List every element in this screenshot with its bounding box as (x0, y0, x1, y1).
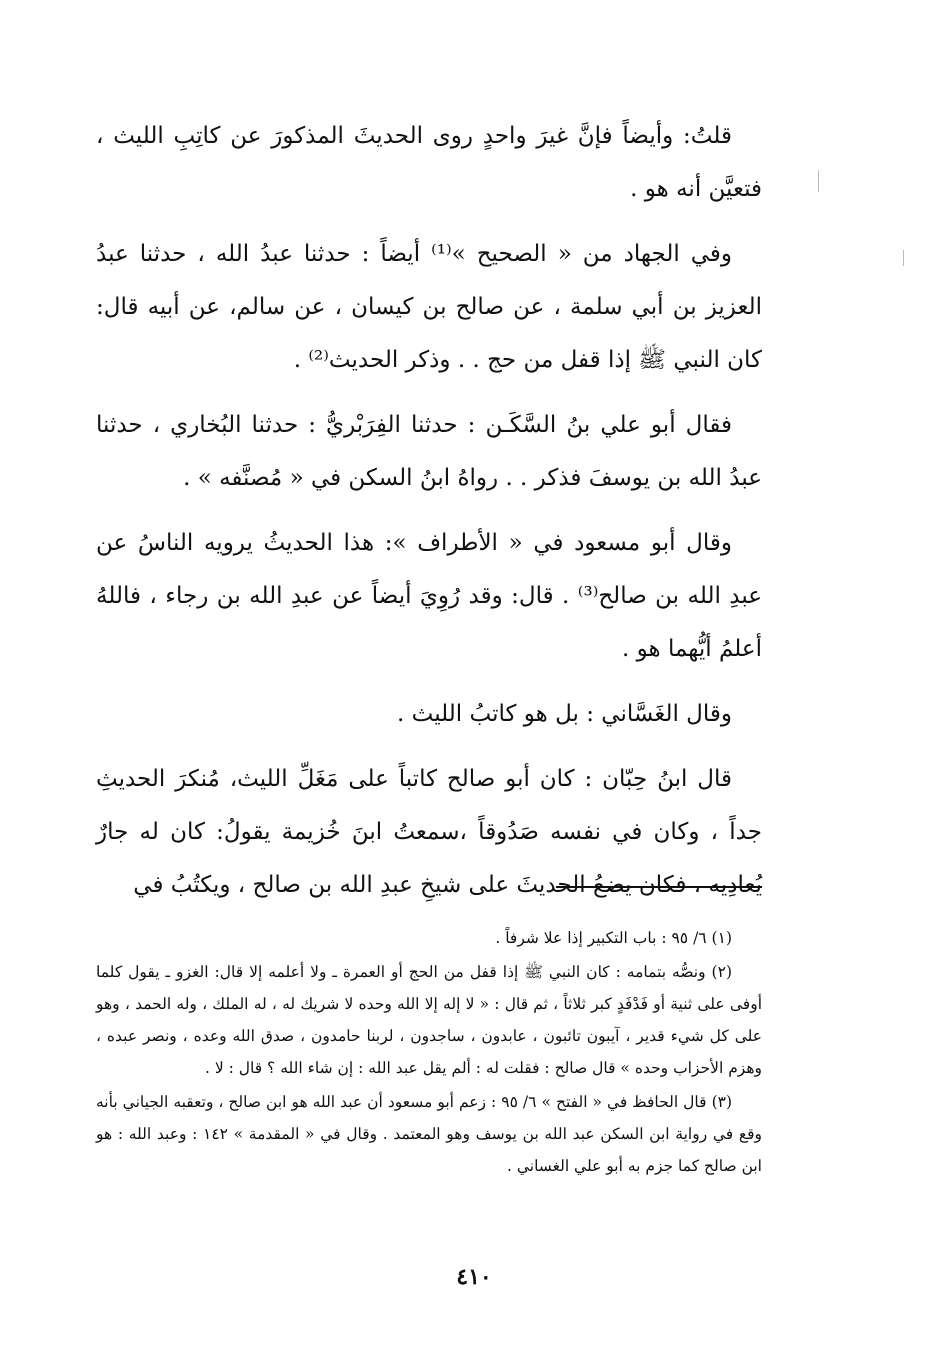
paragraph: فقال أبو علي بنُ السَّكَـن : حدثنا الفِرَبْريُّ : حدثنا البُخاري ، حدثنا عبدُ الله بن يوسفَ فذكر . . رواهُ ابنُ السكن في « مُصنَّفه » . (96, 412, 762, 491)
paragraph: قلتُ: وأيضاً فإنَّ غيرَ واحدٍ روى الحديثَ المذكورَ عن كاتِبِ الليث ، فتعيَّن أنه هو . (96, 123, 762, 202)
page-number: ٤١٠ (456, 1264, 492, 1290)
footnote-separator (556, 886, 762, 888)
footnote: (٢) ونصُّه بتمامه : كان النبي ﷺ إذا قفل من الحج أو العمرة ـ ولا أعلمه إلا قال: الغزو ـ يقول كلما أوفى على ثنية أو فَدْفَدٍ كبر ثلاثاً ، ثم قال : « لا إله إلا الله وحده لا شريك له ، له الملك ، وله الحمد ، وهو على كل شيء قدير ، آيبون تائبون ، عابدون ، ساجدون ، لربنا حامدون ، صدق الله وعده ، ونصر عبده ، وهزم الأحزاب وحده » قال صالح : فقلت له : ألم يقل عبد الله : إن شاء الله ؟ قال : لا . (96, 963, 762, 1077)
footnote: (١) ٦/ ٩٥ : باب التكبير إذا علا شرفاً . (495, 929, 732, 947)
footnote: (٣) قال الحافظ في « الفتح » ٦/ ٩٥ : زعم أبو مسعود أن عبد الله هو ابن صالح ، وتعقبه الجياني بأنه وقع في رواية ابن السكن عبد الله بن يوسف وهو المعتمد . وقال في « المقدمة » ١٤٢ : وعبد الله : هو ابن صالح كما جزم به أبو علي الغساني . (96, 1093, 762, 1175)
paragraph: وقال الغَسَّاني : بل هو كاتبُ الليث . (397, 701, 732, 727)
main-text (96, 110, 762, 912)
paragraph: وقال أبو مسعود في « الأطراف »: هذا الحديثُ يرويه الناسُ عن عبدِ الله بن صالح⁽³⁾ . قال: وقد رُوِيَ أيضاً عن عبدِ الله بن رجاء ، فاللهُ أعلمُ أيُّهما هو . (96, 530, 763, 662)
paragraph: قال ابنُ حِبّان : كان أبو صالح كاتباً على مَغَلِّ الليث، مُنكرَ الحديثِ جداً ، وكان في نفسه صَدُوقاً ،سمعتُ ابنَ خُزيمة يقولُ: كان له جارٌ يُعادِيه ، فكان يضعُ الحديثَ على شيخِ عبدِ الله بن صالح ، ويكتُبُ في (96, 766, 762, 898)
paragraph: وفي الجهاد من « الصحيح »⁽¹⁾ أيضاً : حدثنا عبدُ الله ، حدثنا عبدُ العزيز بن أبي سلمة ، عن صالح بن كيسان ، عن سالم، عن أبيه قال: كان النبي ﷺ إذا قفل من حج . . وذكر الحديث⁽²⁾ . (96, 241, 762, 373)
footnotes (96, 922, 762, 1184)
scan-mark (818, 170, 819, 192)
scan-mark (903, 250, 904, 266)
